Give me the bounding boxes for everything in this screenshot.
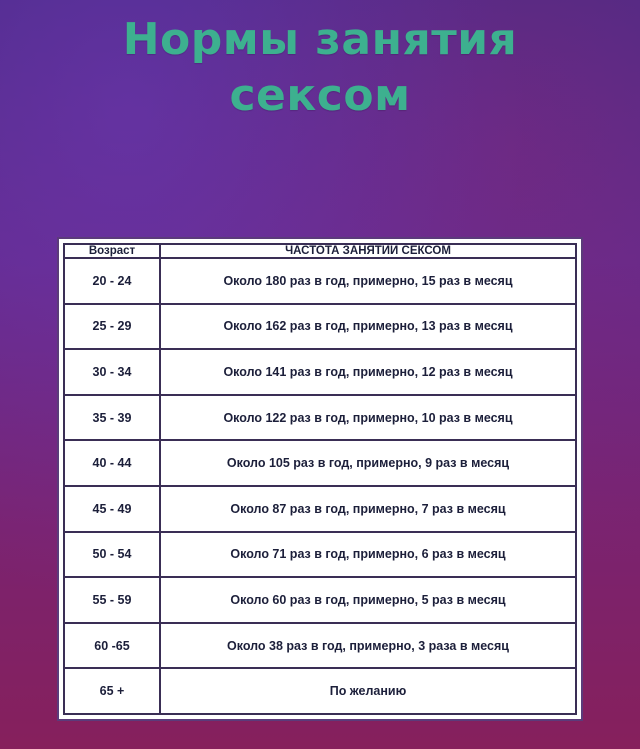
frequency-cell: Около 60 раз в год, примерно, 5 раз в месяц (160, 577, 576, 623)
table-row (64, 440, 576, 486)
age-cell: 45 - 49 (64, 486, 160, 532)
age-cell: 65 + (64, 668, 160, 714)
age-cell: 50 - 54 (64, 532, 160, 578)
age-cell: 60 -65 (64, 623, 160, 669)
header-age: Возраст (64, 244, 160, 258)
age-cell: 55 - 59 (64, 577, 160, 623)
frequency-cell: Около 122 раз в год, примерно, 10 раз в месяц (160, 395, 576, 441)
frequency-cell: По желанию (160, 668, 576, 714)
age-cell: 40 - 44 (64, 440, 160, 486)
table-row (64, 577, 576, 623)
frequency-cell: Около 87 раз в год, примерно, 7 раз в месяц (160, 486, 576, 532)
table-row (64, 349, 576, 395)
age-cell: 30 - 34 (64, 349, 160, 395)
table-row (64, 532, 576, 578)
title-line-1: Нормы занятия (122, 14, 518, 65)
table-row (64, 304, 576, 350)
age-cell: 20 - 24 (64, 258, 160, 304)
frequency-table-card (57, 237, 583, 721)
table-header-row (64, 244, 576, 258)
frequency-cell: Около 38 раз в год, примерно, 3 раза в месяц (160, 623, 576, 669)
table-row (64, 395, 576, 441)
frequency-cell: Около 105 раз в год, примерно, 9 раз в месяц (160, 440, 576, 486)
frequency-table (63, 243, 577, 715)
title-line-2: сексом (229, 70, 411, 121)
frequency-cell: Около 141 раз в год, примерно, 12 раз в месяц (160, 349, 576, 395)
frequency-cell: Около 71 раз в год, примерно, 6 раз в месяц (160, 532, 576, 578)
page-title (0, 12, 640, 124)
table-row (64, 486, 576, 532)
age-cell: 35 - 39 (64, 395, 160, 441)
table-row (64, 623, 576, 669)
table-row (64, 258, 576, 304)
table-row (64, 668, 576, 714)
header-frequency: ЧАСТОТА ЗАНЯТИЙ СЕКСОМ (160, 244, 576, 258)
frequency-cell: Около 162 раз в год, примерно, 13 раз в месяц (160, 304, 576, 350)
age-cell: 25 - 29 (64, 304, 160, 350)
frequency-cell: Около 180 раз в год, примерно, 15 раз в месяц (160, 258, 576, 304)
